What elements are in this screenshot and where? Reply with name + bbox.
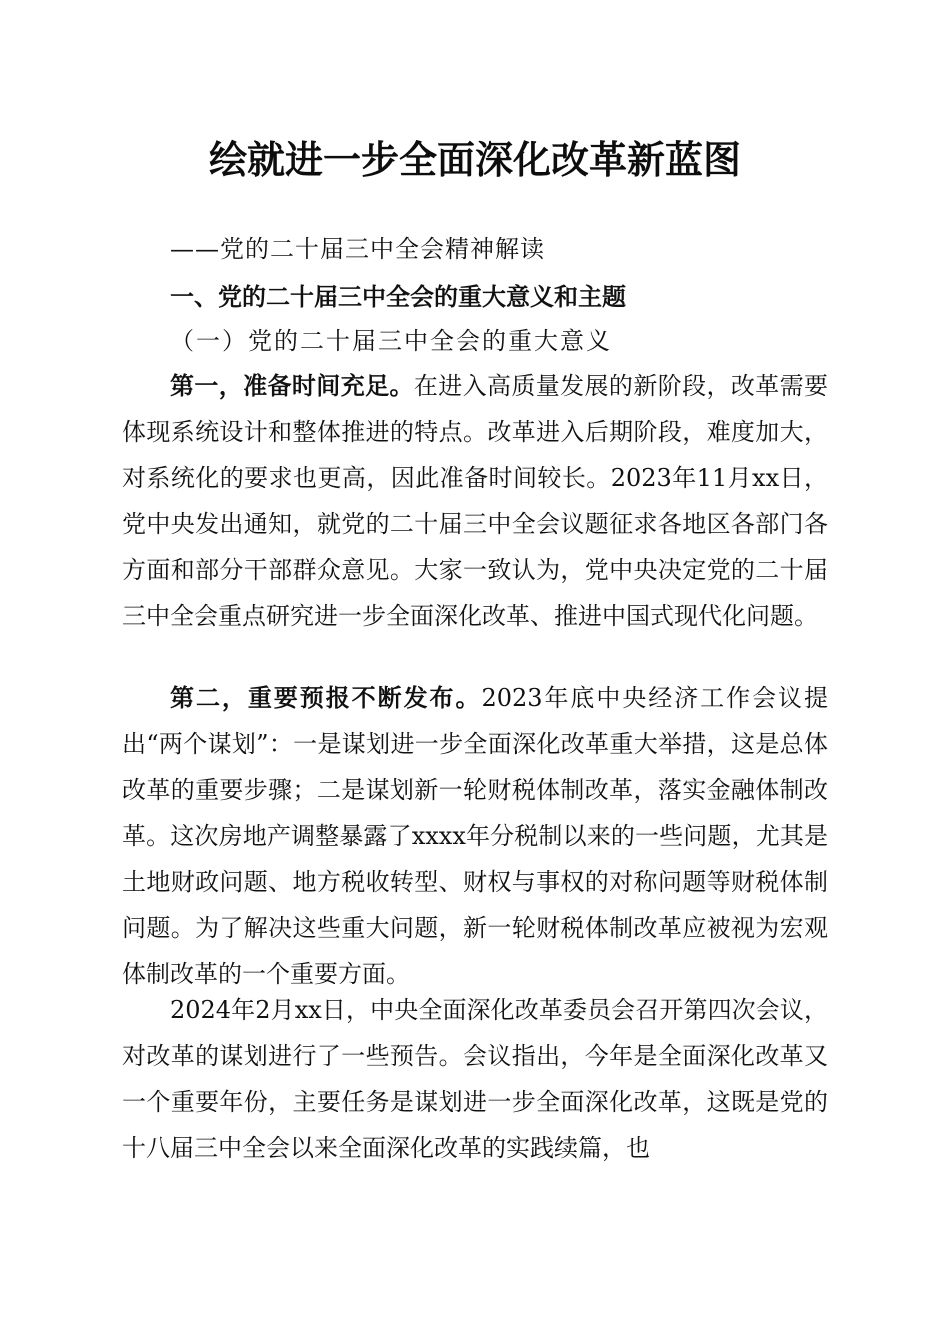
paragraph-lead: 第二，重要预报不断发布。	[170, 683, 482, 712]
paragraph-text: 2024年2月xx日，中央全面深化改革委员会召开第四次会议，对改革的谋划进行了一些预告。会议指出，今年是全面深化改革又一个重要年份，主要任务是谋划进一步全面深化改革，这既是党的十八届三中全会以来全面深化改革的实践续篇，也	[122, 996, 828, 1162]
body-paragraph	[122, 987, 828, 1171]
body-paragraph	[122, 363, 828, 639]
paragraph-lead: 第一，准备时间充足。	[170, 371, 414, 400]
paragraph-text: 2023年底中央经济工作会议提出“两个谋划”：一是谋划进一步全面深化改革重大举措，这是总体改革的重要步骤；二是谋划新一轮财税体制改革，落实金融体制改革。这次房地产调整暴露了xxxx年分税制以来的一些问题，尤其是土地财政问题、地方税收转型、财权与事权的对称问题等财税体制问题。为了解决这些重大问题，新一轮财税体制改革应被视为宏观体制改革的一个重要方面。	[122, 684, 828, 988]
section-heading: 一、党的二十届三中全会的重大意义和主题	[170, 283, 626, 311]
body-paragraph	[122, 675, 828, 997]
document-subtitle: ——党的二十届三中全会精神解读	[170, 235, 545, 263]
subsection-heading: （一）党的二十届三中全会的重大意义	[170, 327, 612, 355]
paragraph-text: 在进入高质量发展的新阶段，改革需要体现系统设计和整体推进的特点。改革进入后期阶段，难度加大，对系统化的要求也更高，因此准备时间较长。2023年11月xx日，党中央发出通知，就党的二十届三中全会议题征求各地区各部门各方面和部分干部群众意见。大家一致认为，党中央决定党的二十届三中全会重点研究进一步全面深化改革、推进中国式现代化问题。	[122, 372, 829, 630]
document-title: 绘就进一步全面深化改革新蓝图	[208, 138, 741, 182]
